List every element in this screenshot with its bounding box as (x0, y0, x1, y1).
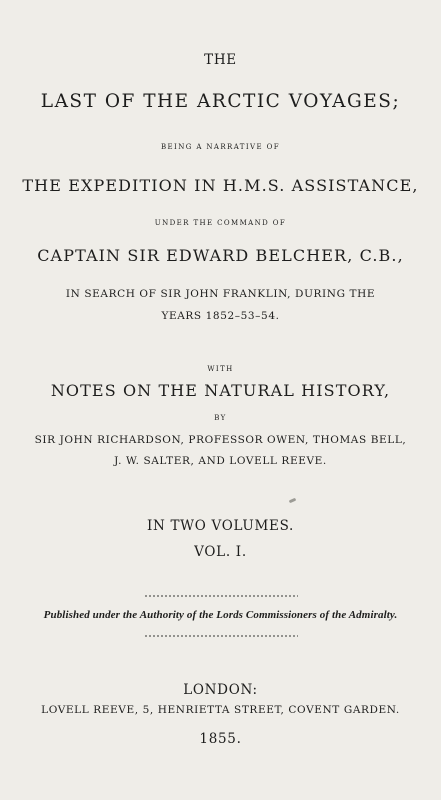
purpose-line-2: YEARS 1852–53–54. (161, 310, 280, 322)
volumes-line: IN TWO VOLUMES. (146, 518, 295, 534)
authors-line-1: SIR JOHN RICHARDSON, PROFESSOR OWEN, THOMAS BELL, (34, 434, 407, 446)
expedition-line: THE EXPEDITION IN H.M.S. ASSISTANCE, (22, 176, 419, 195)
ornamental-rule-bottom (144, 634, 298, 638)
commander-line: CAPTAIN SIR EDWARD BELCHER, C.B., (37, 246, 404, 265)
subtitle-lead: BEING A NARRATIVE OF (160, 143, 281, 151)
ornamental-rule-top (144, 594, 298, 598)
main-title: LAST OF THE ARCTIC VOYAGES; (40, 91, 401, 112)
with-line: WITH (207, 365, 234, 373)
pre-title: THE (204, 52, 237, 68)
by-line: BY (214, 414, 227, 422)
volume-number: VOL. I. (194, 544, 247, 560)
purpose-line-1: IN SEARCH OF SIR JOHN FRANKLIN, DURING THE (65, 288, 376, 300)
authors-line-2: J. W. SALTER, AND LOVELL REEVE. (114, 455, 327, 467)
imprint-year: 1855. (199, 731, 242, 747)
imprint-publisher: LOVELL REEVE, 5, HENRIETTA STREET, COVENT GARDEN. (41, 704, 400, 716)
paper-speck (289, 498, 297, 504)
authority-line: Published under the Authority of the Lords Commissioners of the Admiralty. (43, 609, 398, 621)
command-lead: UNDER THE COMMAND OF (154, 219, 287, 227)
notes-line: NOTES ON THE NATURAL HISTORY, (50, 381, 391, 400)
imprint-place: LONDON: (183, 682, 258, 698)
